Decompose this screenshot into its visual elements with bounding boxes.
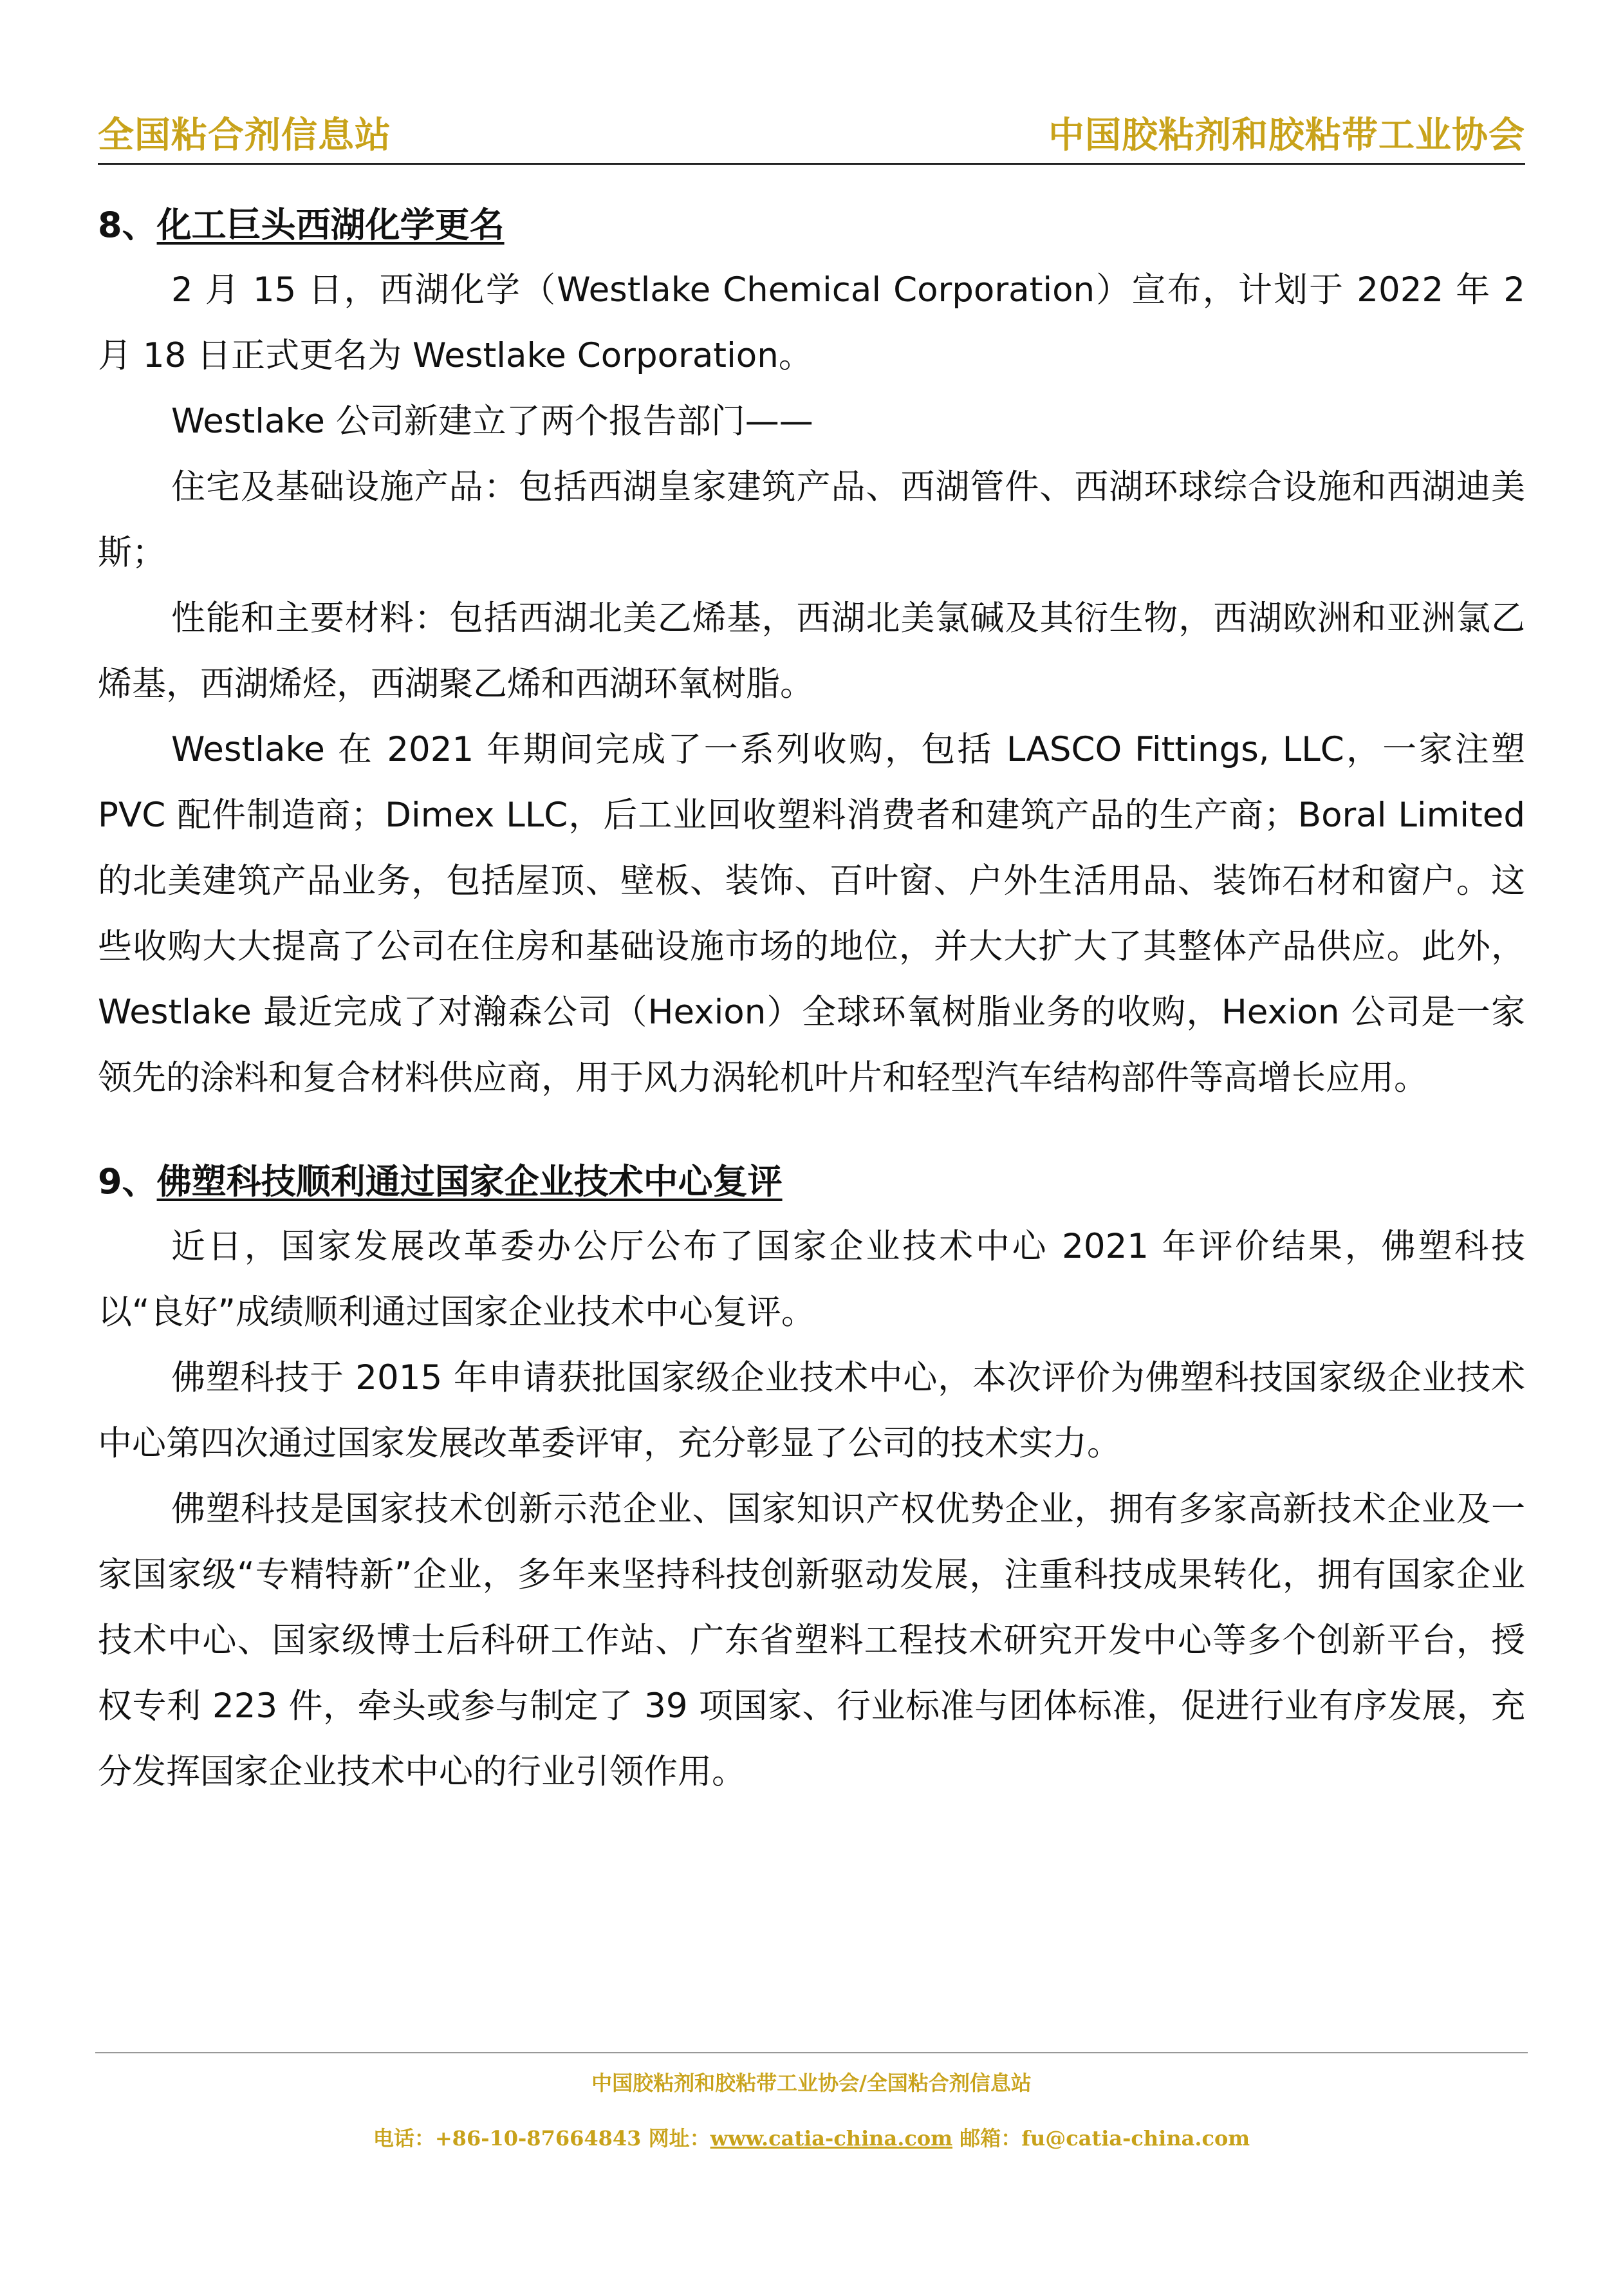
section-heading	[98, 193, 1525, 257]
news-item-9	[98, 1150, 1525, 1805]
section-title: 佛塑科技顺利通过国家企业技术中心复评	[156, 1161, 783, 1202]
paragraph: 佛塑科技是国家技术创新示范企业、国家知识产权优势企业，拥有多家高新技术企业及一家国家级“专精特新”企业，多年来坚持科技创新驱动发展，注重科技成果转化，拥有国家企业技术中心、国家级博士后科研工作站、广东省塑料工程技术研究开发中心等多个创新平台，授权专利 223 件，牵头或参与制定了 39 项国家、行业标准与团体标准，促进行业有序发展，充分发挥国家企业技术中心的行业引领作用。	[98, 1489, 1525, 1791]
news-item-8	[98, 193, 1525, 1111]
email-label: 邮箱：	[952, 2126, 1022, 2151]
page-header	[98, 108, 1525, 165]
header-site-name: 全国粘合剂信息站	[98, 115, 391, 156]
paragraph: 性能和主要材料：包括西湖北美乙烯基，西湖北美氯碱及其衍生物，西湖欧洲和亚洲氯乙烯基，西湖烯烃，西湖聚乙烯和西湖环氧树脂。	[98, 599, 1525, 704]
email-address[interactable]: fu@catia-china.com	[1021, 2126, 1250, 2151]
footer-divider	[95, 2052, 1528, 2053]
paragraph: 住宅及基础设施产品：包括西湖皇家建筑产品、西湖管件、西湖环球综合设施和西湖迪美斯；	[98, 467, 1525, 572]
website-link[interactable]: www.catia-china.com	[710, 2126, 953, 2151]
phone-number: +86-10-87664843	[434, 2126, 642, 2151]
paragraph: 近日，国家发展改革委办公厅公布了国家企业技术中心 2021 年评价结果，佛塑科技以“良好”成绩顺利通过国家企业技术中心复评。	[98, 1227, 1525, 1332]
paragraph: 2 月 15 日，西湖化学（Westlake Chemical Corporation）宣布，计划于 2022 年 2 月 18 日正式更名为 Westlake Corporation。	[98, 270, 1525, 375]
section-spacer	[98, 1111, 1525, 1150]
footer-contact	[95, 2120, 1528, 2156]
phone-label: 电话：	[373, 2126, 435, 2151]
header-divider	[98, 163, 1525, 165]
website-label: 网址：	[641, 2126, 710, 2151]
article-body	[98, 193, 1525, 1805]
paragraph: 佛塑科技于 2015 年申请获批国家级企业技术中心，本次评价为佛塑科技国家级企业技术中心第四次通过国家发展改革委评审，充分彰显了公司的技术实力。	[98, 1358, 1525, 1463]
paragraph: Westlake 公司新建立了两个报告部门——	[171, 402, 813, 441]
header-association-name: 中国胶粘剂和胶粘带工业协会	[1048, 115, 1525, 156]
section-number: 8、	[98, 205, 157, 245]
section-number: 9、	[98, 1161, 157, 1202]
page-footer	[95, 2052, 1528, 2156]
footer-organization: 中国胶粘剂和胶粘带工业协会/全国粘合剂信息站	[591, 2071, 1032, 2095]
section-title: 化工巨头西湖化学更名	[156, 205, 505, 245]
paragraph: Westlake 在 2021 年期间完成了一系列收购，包括 LASCO Fittings, LLC，一家注塑 PVC 配件制造商；Dimex LLC，后工业回收塑料消费者和建筑产品的生产商；Boral Limited 的北美建筑产品业务，包括屋顶、壁板、装饰、百叶窗、户外生活用品、装饰石材和窗户。这些收购大大提高了公司在住房和基础设施市场的地位，并大大扩大了其整体产品供应。此外，Westlake 最近完成了对瀚森公司（Hexion）全球环氧树脂业务的收购，Hexion 公司是一家领先的涂料和复合材料供应商，用于风力涡轮机叶片和轻型汽车结构部件等高增长应用。	[98, 730, 1525, 1097]
section-heading	[98, 1150, 1525, 1214]
